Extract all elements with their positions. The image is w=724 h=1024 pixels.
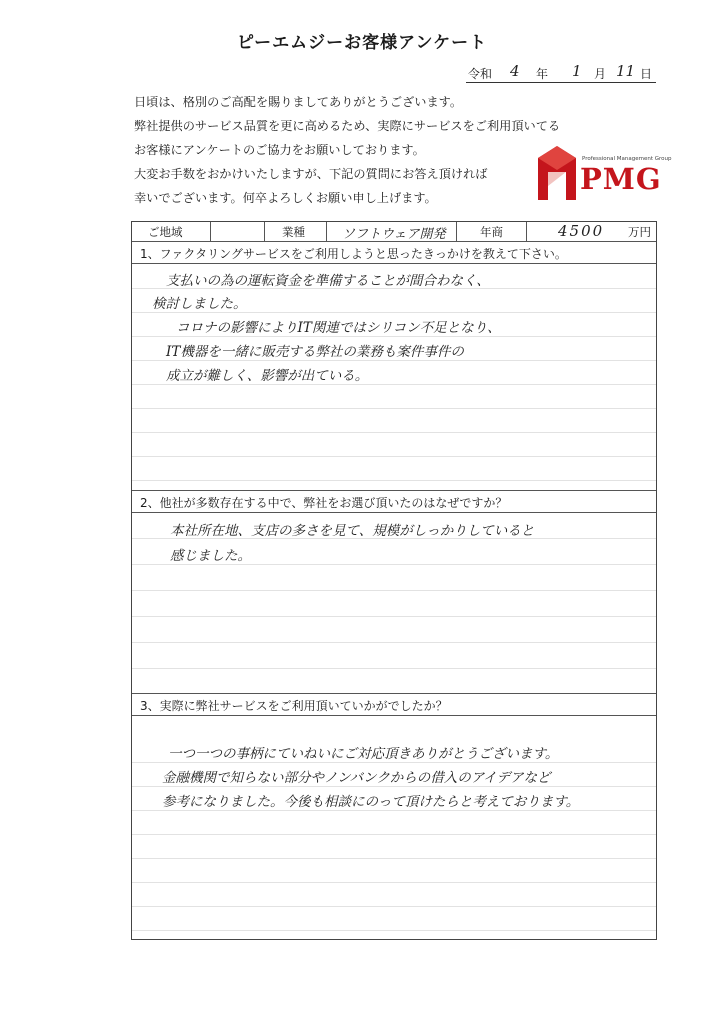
intro-line: 幸いでございます。何卒よろしくお願い申し上げます。 [134, 191, 437, 205]
ruled-line [132, 810, 656, 811]
revenue-label: 年商 [480, 225, 503, 239]
ruled-line [132, 384, 656, 385]
divider [456, 222, 457, 241]
question-3-label: 3、実際に弊社サービスをご利用頂いていかがでしたか？ [140, 699, 448, 713]
answer-3-line: 一つ一つの事柄にていねいにご対応頂きありがとうございます。 [168, 746, 559, 762]
intro-text [134, 90, 560, 210]
answer-3-line: 金融機関で知らない部分やノンバンクからの借入のアイデアなど [162, 770, 551, 786]
date-field [466, 62, 656, 83]
answer-1-line: 検討しました。 [152, 296, 247, 312]
divider [132, 263, 656, 264]
divider [132, 241, 656, 242]
ruled-line [132, 456, 656, 457]
ruled-line [132, 360, 656, 361]
industry-label: 業種 [282, 225, 305, 239]
revenue-value: 4500 [558, 222, 605, 240]
divider [132, 512, 656, 513]
ruled-line [132, 564, 656, 565]
logo-text: PMG [580, 162, 662, 196]
logo-mark-icon [538, 146, 576, 200]
date-day-unit: 日 [640, 67, 653, 81]
ruled-line [132, 616, 656, 617]
ruled-line [132, 762, 656, 763]
divider [210, 222, 211, 241]
answer-3-line: 参考になりました。今後も相談にのって頂けたらと考えております。 [162, 794, 580, 810]
ruled-line [132, 336, 656, 337]
question-1-label: 1、ファクタリングサービスをご利用しようと思ったきっかけを教えて下さい。 [140, 247, 567, 261]
answer-1-line: IT機器を一緒に販売する弊社の業務も案件事件の [166, 344, 464, 360]
divider [132, 715, 656, 716]
answer-1-line: コロナの影響によりIT関連ではシリコン不足となり、 [176, 320, 501, 336]
pmg-logo [530, 142, 672, 202]
ruled-line [132, 882, 656, 883]
date-era: 令和 [468, 67, 493, 81]
date-month-unit: 月 [594, 67, 607, 81]
logo-subtitle: Professional Management Group [582, 156, 672, 162]
page-title: ピーエムジーお客様アンケート [236, 33, 488, 53]
date-year-unit: 年 [536, 67, 549, 81]
divider [326, 222, 327, 241]
ruled-line [132, 786, 656, 787]
ruled-line [132, 312, 656, 313]
divider [132, 490, 656, 491]
ruled-line [132, 858, 656, 859]
intro-line: お客様にアンケートのご協力をお願いしております。 [134, 143, 425, 157]
ruled-line [132, 432, 656, 433]
date-day: 11 [616, 62, 636, 80]
answer-1-line: 成立が難しく、影響が出ている。 [166, 368, 369, 384]
ruled-line [132, 408, 656, 409]
date-year: 4 [510, 62, 520, 80]
intro-line: 日頃は、格別のご高配を賜りましてありがとうございます。 [134, 95, 463, 109]
divider [264, 222, 265, 241]
ruled-line [132, 906, 656, 907]
industry-value: ソフトウェア開発 [342, 227, 446, 242]
question-2-label: 2、他社が多数存在する中で、弊社をお選び頂いたのはなぜですか？ [140, 496, 508, 510]
ruled-line [132, 930, 656, 931]
intro-line: 大変お手数をおかけいたしますが、下記の質問にお答え頂ければ [134, 167, 488, 181]
revenue-unit: 万円 [628, 225, 651, 239]
ruled-line [132, 590, 656, 591]
date-month: 1 [572, 62, 582, 80]
ruled-line [132, 642, 656, 643]
divider [526, 222, 527, 241]
survey-form [131, 221, 657, 940]
ruled-line [132, 834, 656, 835]
answer-2-line: 本社所在地、支店の多さを見て、規模がしっかりしていると [170, 523, 535, 539]
answer-1-line: 支払いの為の運転資金を準備することが間合わなく、 [166, 273, 490, 289]
region-label: ご地域 [148, 225, 183, 239]
ruled-line [132, 668, 656, 669]
divider [132, 693, 656, 694]
ruled-line [132, 480, 656, 481]
intro-line: 弊社提供のサービス品質を更に高めるため、実際にサービスをご利用頂いてる [134, 119, 561, 133]
answer-2-line: 感じました。 [170, 548, 251, 564]
